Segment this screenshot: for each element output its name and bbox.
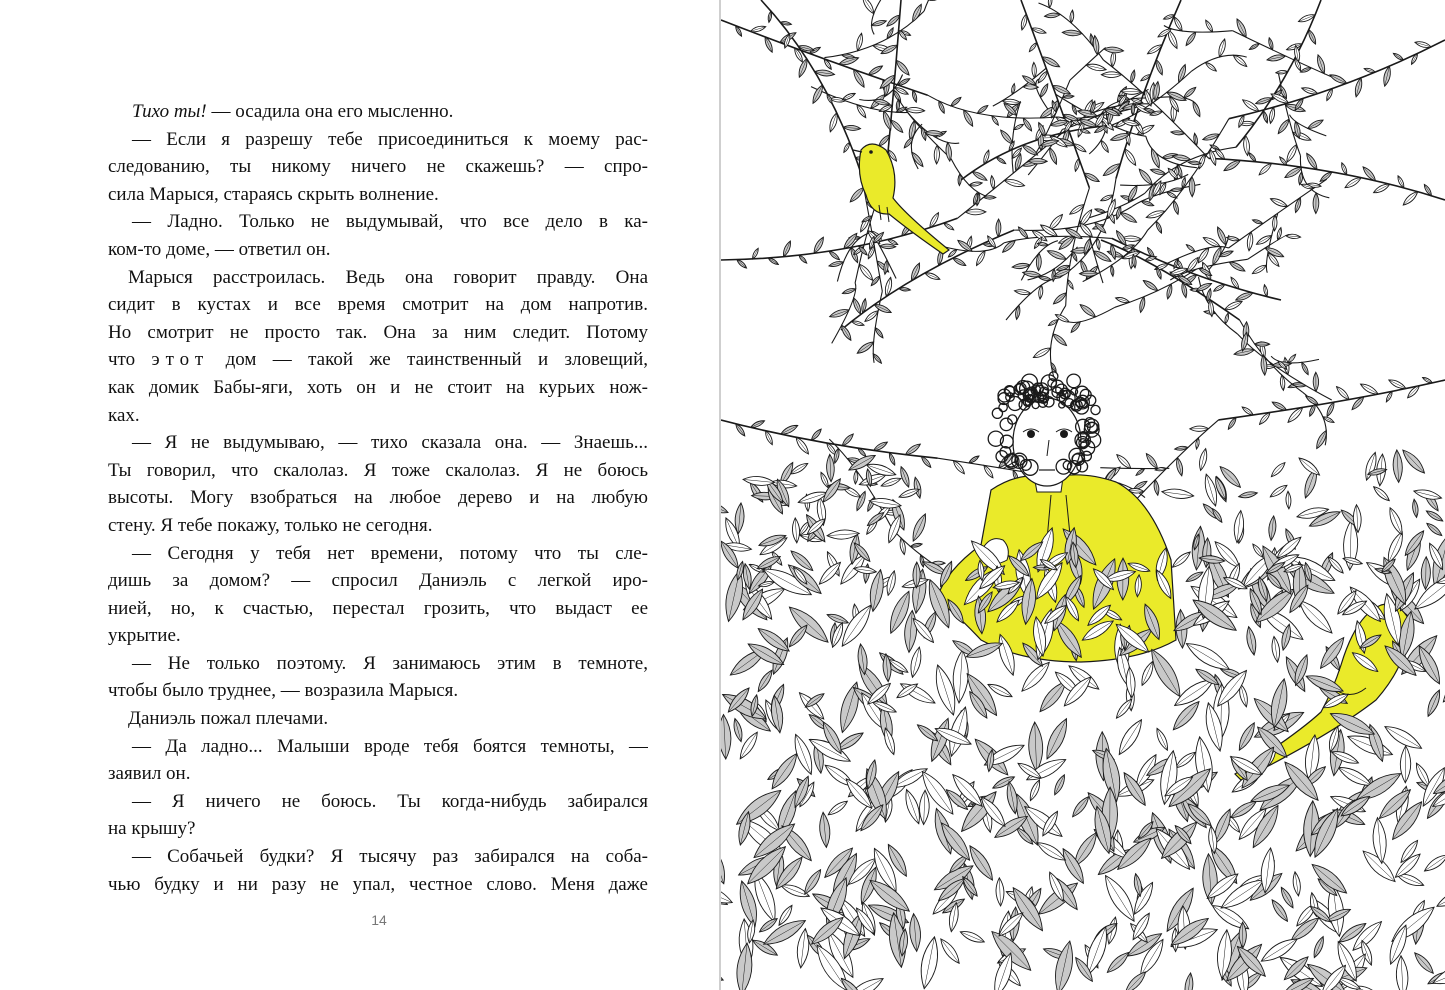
text-line xyxy=(108,650,648,678)
text-line xyxy=(108,236,648,264)
text-line xyxy=(108,319,648,347)
text-line xyxy=(108,457,648,485)
text-run: чью будку и ни разу не упал, честное слово. Меня даже xyxy=(108,873,648,895)
text-run: заявил он. xyxy=(108,763,191,785)
text-run: — Ладно. Только не выдумывай, что все дело в ка- xyxy=(132,211,648,233)
text-line xyxy=(108,208,648,236)
foliage-illustration xyxy=(721,0,1445,990)
text-line xyxy=(108,815,648,843)
text-run: — Если я разрешу тебе присоединиться к моему рас- xyxy=(132,128,648,150)
text-run: — Да ладно... Малыши вроде тебя боятся темноты, — xyxy=(132,735,648,757)
text-run: нией, но, к счастью, перестал грозить, что выдаст ее xyxy=(108,597,648,619)
text-line xyxy=(108,567,648,595)
text-line xyxy=(108,843,648,871)
text-line xyxy=(108,126,648,154)
text-run: — Сегодня у тебя нет времени, потому что ты сле- xyxy=(132,542,648,564)
text-run: стену. Я тебе покажу, только не сегодня. xyxy=(108,514,433,536)
text-line xyxy=(108,540,648,568)
text-run: — Собачьей будки? Я тысячу раз забирался на соба- xyxy=(132,846,648,868)
text-line xyxy=(108,374,648,402)
text-run: Но смотрит не просто так. Она за ним следит. Потому xyxy=(108,321,648,343)
text-run: как домик Бабы-яги, хоть он и не стоит на курьих нож- xyxy=(108,376,648,398)
text-run: высоты. Могу взобраться на любое дерево и на любую xyxy=(108,487,648,509)
italic-phrase: Тихо ты! xyxy=(132,101,207,122)
text-line xyxy=(108,733,648,761)
text-run: Даниэль пожал плечами. xyxy=(128,708,329,730)
text-line xyxy=(108,512,648,540)
text-line xyxy=(108,153,648,181)
text-line xyxy=(108,788,648,816)
text-run: следованию, ты никому ничего не скажешь? — спро- xyxy=(108,156,648,178)
text-line xyxy=(108,429,648,457)
text-line xyxy=(108,760,648,788)
text-line xyxy=(108,622,648,650)
text-run: сидит в кустах и все время смотрит на дом напротив. xyxy=(108,294,648,316)
illustration-page xyxy=(721,0,1445,990)
text-run: ках. xyxy=(108,404,140,426)
text-run: дишь за домом? — спросил Даниэль с легкой иро- xyxy=(108,570,648,592)
page-number: 14 xyxy=(371,912,387,928)
text-line xyxy=(108,346,648,374)
text-run: — Не только поэтому. Я занимаюсь этим в темноте, xyxy=(132,652,648,674)
text-run: что xyxy=(108,349,152,371)
text-run: сила Марыся, стараясь скрыть волнение. xyxy=(108,183,439,205)
text-run: ком-то доме, — ответил он. xyxy=(108,238,331,260)
text-run: дом — такой же таинственный и зловещий, xyxy=(209,349,648,371)
text-run: — осадила она его мысленно. xyxy=(206,101,454,122)
text-line xyxy=(108,595,648,623)
left-page xyxy=(0,0,719,990)
text-run: — Я ничего не боюсь. Ты когда-нибудь забирался xyxy=(132,790,648,812)
text-run: укрытие. xyxy=(108,625,181,647)
text-line xyxy=(108,871,648,899)
text-line xyxy=(108,98,648,126)
text-run: Ты говорил, что скалолаз. Я тоже скалолаз. Я не боюсь xyxy=(108,459,648,481)
text-line xyxy=(108,677,648,705)
text-run: — Я не выдумываю, — тихо сказала она. — Знаешь... xyxy=(132,432,648,454)
text-line xyxy=(108,705,648,733)
spaced-word: этот xyxy=(151,349,210,371)
text-run: чтобы было труднее, — возразила Марыся. xyxy=(108,680,459,702)
text-run: на крышу? xyxy=(108,818,196,840)
text-line xyxy=(108,402,648,430)
text-line xyxy=(108,181,648,209)
story-text xyxy=(108,98,648,898)
text-line xyxy=(108,264,648,292)
text-line xyxy=(108,484,648,512)
text-line xyxy=(108,291,648,319)
text-run: Марыся расстроилась. Ведь она говорит правду. Она xyxy=(128,266,648,288)
